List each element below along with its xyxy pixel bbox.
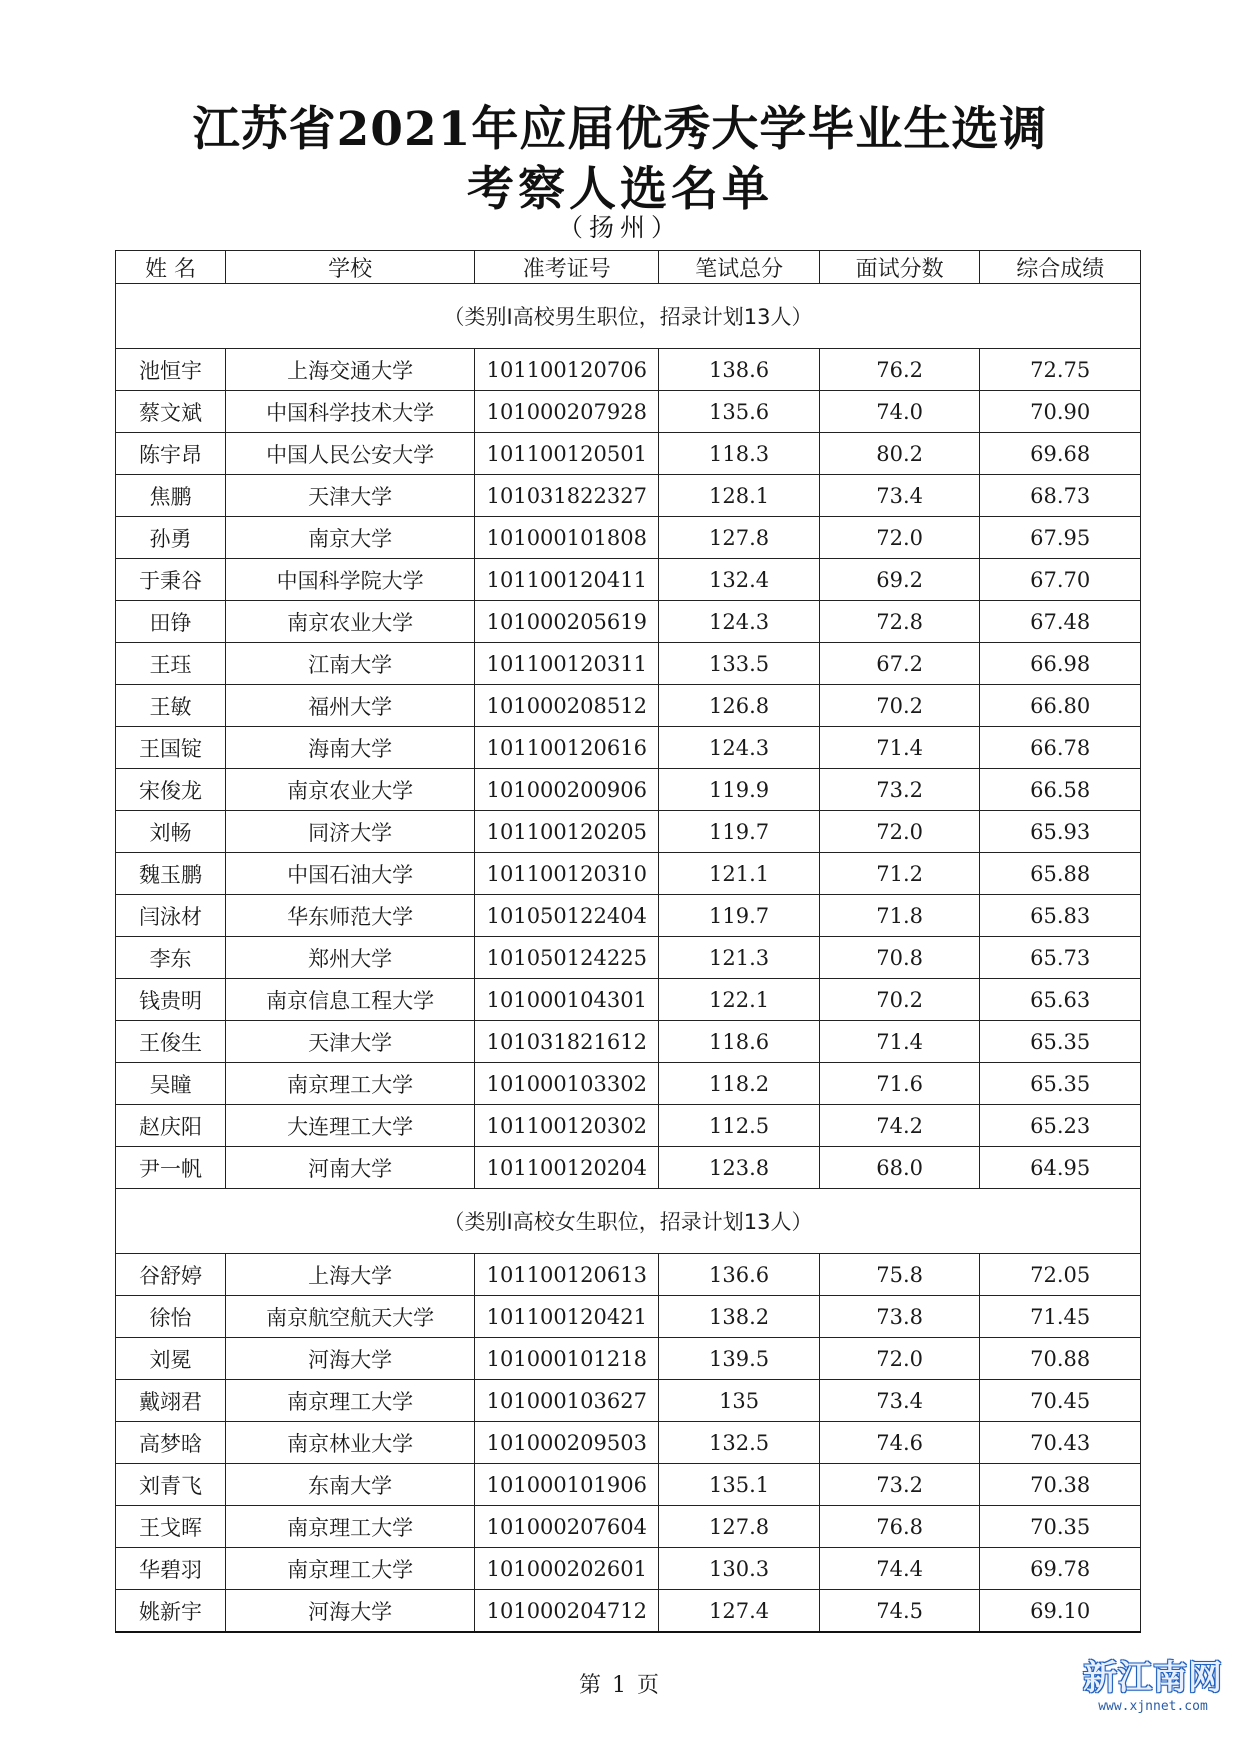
cell-total-score: 65.73 — [980, 937, 1141, 979]
cell-exam-id: 101000200906 — [475, 769, 659, 811]
table-row — [116, 811, 1141, 853]
table-row — [116, 1464, 1141, 1506]
cell-school: 海南大学 — [226, 727, 475, 769]
cell-written-score: 118.6 — [659, 1021, 820, 1063]
cell-total-score: 70.45 — [980, 1380, 1141, 1422]
cell-name: 姚新宇 — [116, 1590, 226, 1633]
column-header-exam-id: 准考证号 — [475, 251, 659, 284]
column-header-written-score: 笔试总分 — [659, 251, 820, 284]
cell-interview-score: 74.5 — [819, 1590, 980, 1633]
cell-interview-score: 75.8 — [819, 1254, 980, 1296]
cell-written-score: 119.9 — [659, 769, 820, 811]
cell-exam-id: 101100120616 — [475, 727, 659, 769]
cell-written-score: 138.2 — [659, 1296, 820, 1338]
cell-school: 南京农业大学 — [226, 769, 475, 811]
table-row — [116, 601, 1141, 643]
table-row — [116, 979, 1141, 1021]
cell-name: 陈宇昂 — [116, 433, 226, 475]
table-row — [116, 769, 1141, 811]
cell-total-score: 70.35 — [980, 1506, 1141, 1548]
cell-name: 王敏 — [116, 685, 226, 727]
column-header-name: 姓 名 — [116, 251, 226, 284]
cell-school: 中国石油大学 — [226, 853, 475, 895]
cell-name: 李东 — [116, 937, 226, 979]
cell-total-score: 69.10 — [980, 1590, 1141, 1633]
cell-interview-score: 70.8 — [819, 937, 980, 979]
table-row — [116, 643, 1141, 685]
cell-name: 刘冕 — [116, 1338, 226, 1380]
cell-total-score: 66.98 — [980, 643, 1141, 685]
cell-name: 池恒宇 — [116, 349, 226, 391]
cell-written-score: 118.3 — [659, 433, 820, 475]
table-row — [116, 517, 1141, 559]
cell-interview-score: 70.2 — [819, 685, 980, 727]
column-header-total-score: 综合成绩 — [980, 251, 1141, 284]
cell-exam-id: 101000205619 — [475, 601, 659, 643]
section-heading-row — [116, 1189, 1141, 1254]
cell-interview-score: 76.2 — [819, 349, 980, 391]
cell-written-score: 138.6 — [659, 349, 820, 391]
cell-total-score: 66.80 — [980, 685, 1141, 727]
cell-school: 东南大学 — [226, 1464, 475, 1506]
cell-total-score: 66.58 — [980, 769, 1141, 811]
table-row — [116, 1021, 1141, 1063]
cell-exam-id: 101000207604 — [475, 1506, 659, 1548]
cell-name: 徐怡 — [116, 1296, 226, 1338]
cell-exam-id: 101000103302 — [475, 1063, 659, 1105]
table-row — [116, 475, 1141, 517]
cell-school: 江南大学 — [226, 643, 475, 685]
cell-school: 中国人民公安大学 — [226, 433, 475, 475]
section-heading: （类别Ⅰ高校女生职位，招录计划13人） — [116, 1189, 1141, 1254]
cell-interview-score: 73.4 — [819, 1380, 980, 1422]
cell-school: 南京林业大学 — [226, 1422, 475, 1464]
cell-exam-id: 101000204712 — [475, 1590, 659, 1633]
cell-total-score: 70.88 — [980, 1338, 1141, 1380]
cell-total-score: 67.95 — [980, 517, 1141, 559]
cell-exam-id: 101100120411 — [475, 559, 659, 601]
cell-written-score: 123.8 — [659, 1147, 820, 1189]
cell-total-score: 65.35 — [980, 1021, 1141, 1063]
cell-total-score: 65.35 — [980, 1063, 1141, 1105]
cell-written-score: 135.6 — [659, 391, 820, 433]
table-row — [116, 1380, 1141, 1422]
cell-name: 赵庆阳 — [116, 1105, 226, 1147]
candidate-table — [115, 250, 1141, 1633]
cell-total-score: 67.70 — [980, 559, 1141, 601]
table-row — [116, 1506, 1141, 1548]
cell-exam-id: 101000101906 — [475, 1464, 659, 1506]
watermark-url: www.xjnnet.com — [1098, 1699, 1208, 1714]
cell-school: 南京理工大学 — [226, 1380, 475, 1422]
cell-exam-id: 101100120421 — [475, 1296, 659, 1338]
column-header-school: 学校 — [226, 251, 475, 284]
cell-exam-id: 101000202601 — [475, 1548, 659, 1590]
table-row — [116, 1254, 1141, 1296]
cell-name: 戴翊君 — [116, 1380, 226, 1422]
cell-total-score: 65.23 — [980, 1105, 1141, 1147]
page-number: 第 1 页 — [579, 1673, 661, 1698]
cell-exam-id: 101100120501 — [475, 433, 659, 475]
cell-exam-id: 101000103627 — [475, 1380, 659, 1422]
cell-school: 南京信息工程大学 — [226, 979, 475, 1021]
cell-exam-id: 101100120706 — [475, 349, 659, 391]
cell-name: 谷舒婷 — [116, 1254, 226, 1296]
cell-school: 河南大学 — [226, 1147, 475, 1189]
cell-name: 吴瞳 — [116, 1063, 226, 1105]
cell-school: 中国科学技术大学 — [226, 391, 475, 433]
cell-exam-id: 101100120205 — [475, 811, 659, 853]
cell-exam-id: 101000209503 — [475, 1422, 659, 1464]
cell-interview-score: 68.0 — [819, 1147, 980, 1189]
cell-interview-score: 74.4 — [819, 1548, 980, 1590]
cell-name: 焦鹏 — [116, 475, 226, 517]
table-row — [116, 895, 1141, 937]
cell-total-score: 66.78 — [980, 727, 1141, 769]
cell-name: 孙勇 — [116, 517, 226, 559]
cell-written-score: 133.5 — [659, 643, 820, 685]
table-row — [116, 391, 1141, 433]
cell-written-score: 127.4 — [659, 1590, 820, 1633]
cell-name: 魏玉鹏 — [116, 853, 226, 895]
cell-exam-id: 101000101218 — [475, 1338, 659, 1380]
cell-written-score: 124.3 — [659, 601, 820, 643]
cell-name: 宋俊龙 — [116, 769, 226, 811]
cell-total-score: 69.78 — [980, 1548, 1141, 1590]
cell-written-score: 124.3 — [659, 727, 820, 769]
cell-name: 蔡文斌 — [116, 391, 226, 433]
document-title-line2: 考察人选名单 — [467, 162, 773, 217]
cell-school: 河海大学 — [226, 1338, 475, 1380]
table-row — [116, 1063, 1141, 1105]
cell-interview-score: 74.6 — [819, 1422, 980, 1464]
cell-interview-score: 71.6 — [819, 1063, 980, 1105]
cell-total-score: 70.90 — [980, 391, 1141, 433]
cell-exam-id: 101000208512 — [475, 685, 659, 727]
cell-school: 华东师范大学 — [226, 895, 475, 937]
cell-written-score: 130.3 — [659, 1548, 820, 1590]
cell-name: 王国锭 — [116, 727, 226, 769]
cell-interview-score: 74.0 — [819, 391, 980, 433]
table-row — [116, 1147, 1141, 1189]
cell-school: 南京航空航天大学 — [226, 1296, 475, 1338]
table-row — [116, 853, 1141, 895]
cell-school: 同济大学 — [226, 811, 475, 853]
cell-interview-score: 71.8 — [819, 895, 980, 937]
cell-written-score: 122.1 — [659, 979, 820, 1021]
cell-written-score: 121.1 — [659, 853, 820, 895]
cell-interview-score: 73.4 — [819, 475, 980, 517]
cell-exam-id: 101100120302 — [475, 1105, 659, 1147]
cell-exam-id: 101000104301 — [475, 979, 659, 1021]
cell-school: 天津大学 — [226, 475, 475, 517]
cell-interview-score: 76.8 — [819, 1506, 980, 1548]
cell-interview-score: 70.2 — [819, 979, 980, 1021]
cell-written-score: 127.8 — [659, 517, 820, 559]
table-row — [116, 1296, 1141, 1338]
cell-interview-score: 72.8 — [819, 601, 980, 643]
cell-written-score: 132.5 — [659, 1422, 820, 1464]
cell-total-score: 72.05 — [980, 1254, 1141, 1296]
table-row — [116, 937, 1141, 979]
cell-exam-id: 101050122404 — [475, 895, 659, 937]
watermark-logo-text: 新江南网 — [1083, 1658, 1223, 1698]
cell-name: 华碧羽 — [116, 1548, 226, 1590]
cell-name: 高梦晗 — [116, 1422, 226, 1464]
cell-total-score: 65.93 — [980, 811, 1141, 853]
cell-written-score: 136.6 — [659, 1254, 820, 1296]
cell-name: 尹一帆 — [116, 1147, 226, 1189]
cell-name: 闫泳材 — [116, 895, 226, 937]
cell-school: 南京理工大学 — [226, 1063, 475, 1105]
cell-interview-score: 73.2 — [819, 1464, 980, 1506]
cell-total-score: 70.43 — [980, 1422, 1141, 1464]
cell-school: 大连理工大学 — [226, 1105, 475, 1147]
cell-name: 王珏 — [116, 643, 226, 685]
cell-total-score: 64.95 — [980, 1147, 1141, 1189]
cell-total-score: 65.88 — [980, 853, 1141, 895]
cell-exam-id: 101100120310 — [475, 853, 659, 895]
cell-written-score: 112.5 — [659, 1105, 820, 1147]
cell-school: 南京大学 — [226, 517, 475, 559]
cell-total-score: 72.75 — [980, 349, 1141, 391]
table-row — [116, 727, 1141, 769]
cell-exam-id: 101031821612 — [475, 1021, 659, 1063]
column-header-interview-score: 面试分数 — [819, 251, 980, 284]
cell-school: 南京理工大学 — [226, 1506, 475, 1548]
cell-written-score: 118.2 — [659, 1063, 820, 1105]
table-row — [116, 1548, 1141, 1590]
cell-name: 王俊生 — [116, 1021, 226, 1063]
cell-exam-id: 101050124225 — [475, 937, 659, 979]
cell-interview-score: 71.2 — [819, 853, 980, 895]
cell-school: 中国科学院大学 — [226, 559, 475, 601]
section-heading: （类别Ⅰ高校男生职位，招录计划13人） — [116, 284, 1141, 349]
cell-interview-score: 73.8 — [819, 1296, 980, 1338]
cell-interview-score: 72.0 — [819, 517, 980, 559]
cell-written-score: 135.1 — [659, 1464, 820, 1506]
table-row — [116, 433, 1141, 475]
cell-interview-score: 72.0 — [819, 811, 980, 853]
section-heading-row — [116, 284, 1141, 349]
cell-total-score: 71.45 — [980, 1296, 1141, 1338]
table-row — [116, 559, 1141, 601]
cell-exam-id: 101031822327 — [475, 475, 659, 517]
cell-school: 上海大学 — [226, 1254, 475, 1296]
cell-total-score: 68.73 — [980, 475, 1141, 517]
cell-written-score: 119.7 — [659, 811, 820, 853]
table-row — [116, 1590, 1141, 1633]
cell-written-score: 132.4 — [659, 559, 820, 601]
cell-interview-score: 80.2 — [819, 433, 980, 475]
table-row — [116, 1105, 1141, 1147]
cell-school: 河海大学 — [226, 1590, 475, 1633]
cell-written-score: 121.3 — [659, 937, 820, 979]
cell-school: 南京农业大学 — [226, 601, 475, 643]
cell-interview-score: 71.4 — [819, 727, 980, 769]
table-row — [116, 1338, 1141, 1380]
cell-name: 刘畅 — [116, 811, 226, 853]
table-row — [116, 349, 1141, 391]
cell-written-score: 139.5 — [659, 1338, 820, 1380]
cell-exam-id: 101100120311 — [475, 643, 659, 685]
cell-name: 王戈晖 — [116, 1506, 226, 1548]
cell-name: 钱贵明 — [116, 979, 226, 1021]
cell-written-score: 127.8 — [659, 1506, 820, 1548]
cell-interview-score: 67.2 — [819, 643, 980, 685]
cell-exam-id: 101100120613 — [475, 1254, 659, 1296]
cell-school: 南京理工大学 — [226, 1548, 475, 1590]
cell-total-score: 69.68 — [980, 433, 1141, 475]
cell-written-score: 126.8 — [659, 685, 820, 727]
table-header-row — [116, 251, 1141, 284]
site-watermark — [1078, 1650, 1228, 1745]
cell-total-score: 65.83 — [980, 895, 1141, 937]
cell-interview-score: 69.2 — [819, 559, 980, 601]
cell-exam-id: 101100120204 — [475, 1147, 659, 1189]
cell-written-score: 128.1 — [659, 475, 820, 517]
cell-interview-score: 73.2 — [819, 769, 980, 811]
document-title: 江苏省2021年应届优秀大学毕业生选调 — [192, 102, 1048, 157]
cell-written-score: 135 — [659, 1380, 820, 1422]
table-row — [116, 1422, 1141, 1464]
document-subtitle: （扬州） — [557, 213, 682, 242]
cell-name: 于秉谷 — [116, 559, 226, 601]
cell-total-score: 67.48 — [980, 601, 1141, 643]
cell-written-score: 119.7 — [659, 895, 820, 937]
cell-name: 田铮 — [116, 601, 226, 643]
table-row — [116, 685, 1141, 727]
cell-total-score: 65.63 — [980, 979, 1141, 1021]
cell-exam-id: 101000207928 — [475, 391, 659, 433]
cell-school: 福州大学 — [226, 685, 475, 727]
cell-interview-score: 72.0 — [819, 1338, 980, 1380]
cell-school: 郑州大学 — [226, 937, 475, 979]
cell-school: 天津大学 — [226, 1021, 475, 1063]
cell-exam-id: 101000101808 — [475, 517, 659, 559]
cell-total-score: 70.38 — [980, 1464, 1141, 1506]
cell-interview-score: 71.4 — [819, 1021, 980, 1063]
cell-school: 上海交通大学 — [226, 349, 475, 391]
cell-interview-score: 74.2 — [819, 1105, 980, 1147]
cell-name: 刘青飞 — [116, 1464, 226, 1506]
